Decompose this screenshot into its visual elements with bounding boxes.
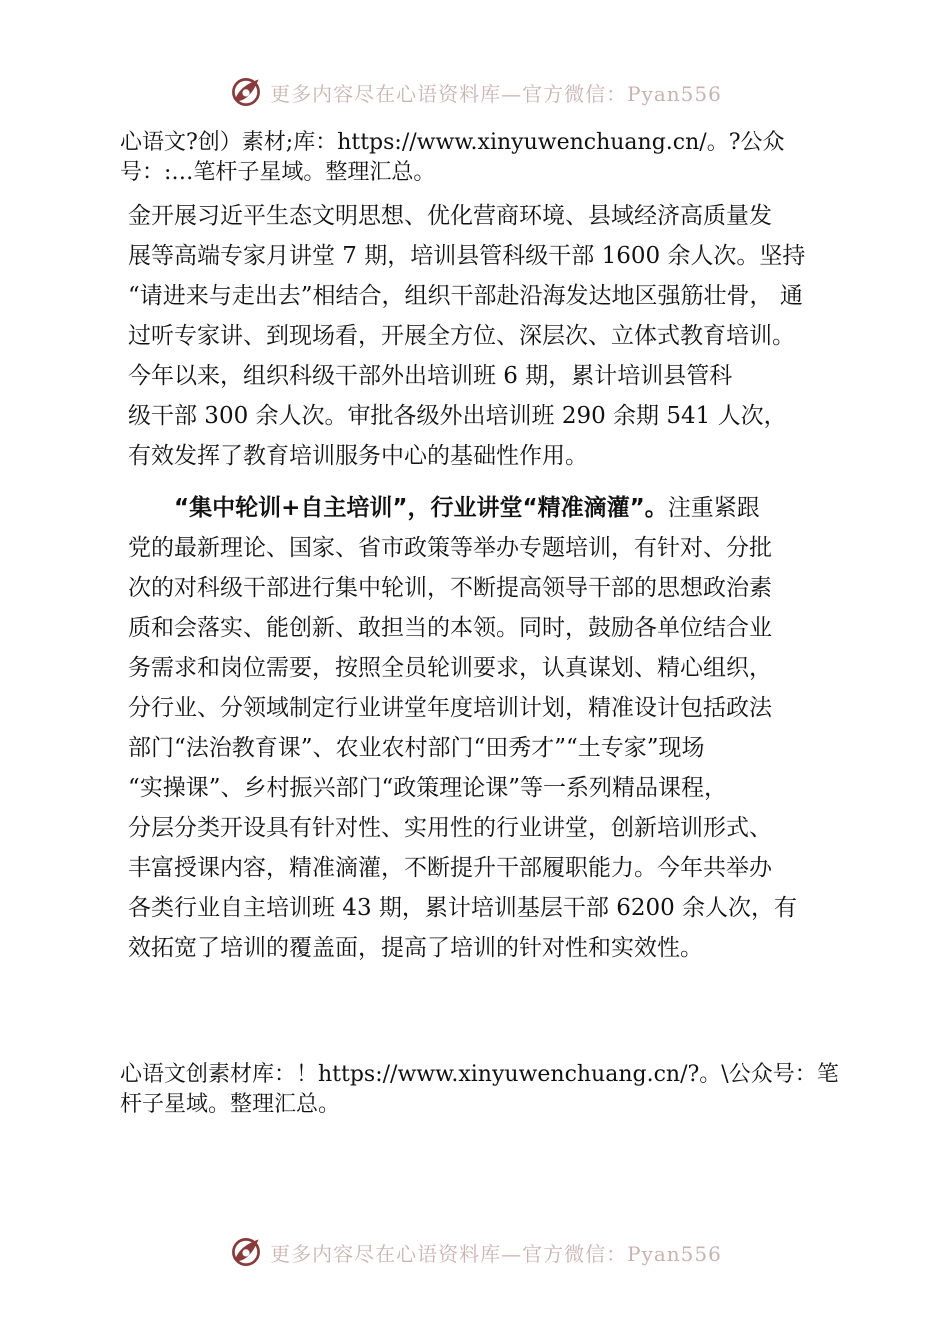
- watermark-text: 更多内容尽在心语资料库—官方微信：Pyan556: [270, 81, 722, 106]
- paragraph-line: 丰富授课内容，精准滴灌，不断提升干部履职能力。今年共举办: [128, 855, 772, 881]
- paragraph-line: 次的对科级干部进行集中轮训，不断提高领导干部的思想政治素: [128, 575, 772, 601]
- leaf-swirl-logo-icon: [228, 1234, 264, 1270]
- paragraph-lead-heading: “集中轮训+自主培训”，行业讲堂“精准滴灌”。: [174, 495, 668, 521]
- paragraph-line: 展等高端专家月讲堂 7 期，培训县管科级干部 1600 余人次。坚持: [128, 243, 806, 269]
- paragraph-line: 效拓宽了培训的覆盖面，提高了培训的针对性和实效性。: [128, 935, 703, 961]
- watermark-text: 更多内容尽在心语资料库—官方微信：Pyan556: [270, 1241, 722, 1266]
- paragraph-line: 分层分类开设具有针对性、实用性的行业讲堂，创新培训形式、: [128, 815, 772, 841]
- paragraph-2: [128, 488, 848, 968]
- paragraph-line: 有效发挥了教育培训服务中心的基础性作用。: [128, 443, 588, 469]
- paragraph-line: 务需求和岗位需要，按照全员轮训要求，认真谋划、精心组织，: [128, 655, 772, 681]
- paragraph-line: 今年以来，组织科级干部外出培训班 6 期，累计培训县管科: [128, 363, 733, 389]
- paragraph-line: “请进来与走出去”相结合，组织干部赴沿海发达地区强筋壮骨， 通: [128, 283, 803, 309]
- footer-watermark: [0, 1230, 950, 1274]
- paragraph-line: 金开展习近平生态文明思想、优化营商环境、县域经济高质量发: [128, 203, 772, 229]
- paragraph-line: 质和会落实、能创新、敢担当的本领。同时，鼓励各单位结合业: [128, 615, 772, 641]
- paragraph-line-rest: 注重紧跟: [667, 495, 760, 521]
- paragraph-line: 级干部 300 余人次。审批各级外出培训班 290 余期 541 人次，: [128, 403, 787, 429]
- source-note-top: 心语文?创）素材;库：https://www.xinyuwenchuang.cn/。?公众号：:…笔杆子星域。整理汇总。: [120, 130, 785, 185]
- paragraph-1: [128, 196, 848, 476]
- source-note-bottom: 心语文创素材库：！https://www.xinyuwenchuang.cn/?。\公众号：笔杆子星域。整理汇总。: [120, 1062, 839, 1117]
- leaf-swirl-logo-icon: [228, 74, 264, 110]
- paragraph-line: 各类行业自主培训班 43 期，累计培训基层干部 6200 余人次，有: [128, 895, 798, 921]
- header-watermark: [0, 70, 950, 114]
- paragraph-line: “实操课”、乡村振兴部门“政策理论课”等一系列精品课程，: [128, 775, 728, 801]
- paragraph-line: 党的最新理论、国家、省市政策等举办专题培训，有针对、分批: [128, 535, 772, 561]
- paragraph-first-line: [128, 488, 848, 528]
- paragraph-line: 分行业、分领域制定行业讲堂年度培训计划，精准设计包括政法: [128, 695, 772, 721]
- paragraph-line: 过听专家讲、到现场看，开展全方位、深层次、立体式教育培训。: [128, 323, 795, 349]
- paragraph-line: 部门“法治教育课”、农业农村部门“田秀才”“土专家”现场: [128, 735, 705, 761]
